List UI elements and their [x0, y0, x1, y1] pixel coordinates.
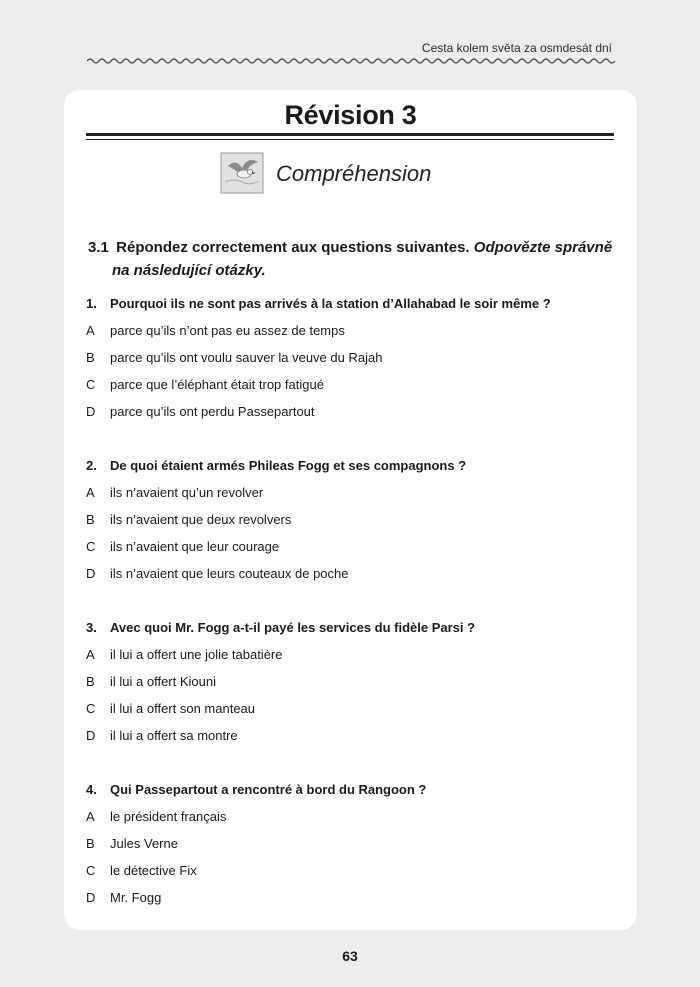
answer-option [86, 803, 616, 830]
option-letter: A [86, 485, 95, 500]
answer-option [86, 560, 616, 587]
question-text-row [86, 776, 616, 803]
answer-option [86, 533, 616, 560]
option-letter: B [86, 836, 95, 851]
option-letter: D [86, 728, 96, 743]
answer-option [86, 371, 616, 398]
question-number: 2. [86, 458, 97, 473]
option-text: il lui a offert une jolie tabatière [110, 647, 283, 662]
option-letter: B [86, 674, 95, 689]
question-text-row [86, 290, 616, 317]
question-item [86, 614, 616, 749]
question-item [86, 452, 616, 587]
answer-option [86, 884, 616, 911]
answer-option [86, 695, 616, 722]
option-text: parce qu’ils ont perdu Passepartout [110, 404, 315, 419]
question-item [86, 290, 616, 425]
question-text-row [86, 452, 616, 479]
running-head: Cesta kolem světa za osmdesát dní [421, 41, 612, 55]
question-number: 4. [86, 782, 97, 797]
seagull-icon [220, 152, 264, 194]
wavy-divider [87, 56, 615, 66]
title-rule-thin [86, 139, 614, 140]
answer-option [86, 722, 616, 749]
question-item [86, 776, 616, 911]
option-text: ils n’avaient que deux revolvers [110, 512, 292, 527]
option-text: ils n’avaient qu’un revolver [110, 485, 264, 500]
task-instruction-cz-1: Odpovězte správně [473, 239, 613, 256]
answer-option [86, 398, 616, 425]
task-instruction-fr: Répondez correctement aux questions suivantes. [116, 239, 470, 256]
page-title: Révision 3 [284, 100, 417, 130]
option-letter: C [86, 377, 96, 392]
task-instruction-cz-2: na následující otázky. [112, 262, 266, 279]
question-number: 3. [86, 620, 97, 635]
question-text-row [86, 614, 616, 641]
option-text: parce qu’ils n’ont pas eu assez de temps [110, 323, 345, 338]
option-letter: C [86, 539, 96, 554]
option-text: le président français [110, 809, 227, 824]
question-text: Qui Passepartout a rencontré à bord du Rangoon ? [110, 782, 427, 797]
option-text: parce qu’ils ont voulu sauver la veuve du Rajah [110, 350, 383, 365]
option-text: ils n’avaient que leurs couteaux de poche [110, 566, 349, 581]
option-text: il lui a offert Kiouni [110, 674, 216, 689]
question-text: Avec quoi Mr. Fogg a-t-il payé les services du fidèle Parsi ? [110, 620, 476, 635]
answer-option [86, 830, 616, 857]
answer-option [86, 344, 616, 371]
task-number: 3.1 [88, 239, 109, 256]
option-text: ils n’avaient que leur courage [110, 539, 280, 554]
answer-option [86, 317, 616, 344]
worksheet-card [64, 90, 637, 930]
option-letter: D [86, 566, 96, 581]
option-text: Jules Verne [110, 836, 178, 851]
option-text: parce que l’éléphant était trop fatigué [110, 377, 324, 392]
question-text: Pourquoi ils ne sont pas arrivés à la station d’Allahabad le soir même ? [110, 296, 551, 311]
answer-option [86, 641, 616, 668]
answer-option [86, 668, 616, 695]
option-text: il lui a offert sa montre [110, 728, 238, 743]
option-text: le détective Fix [110, 863, 197, 878]
title-rule-thick [86, 133, 614, 136]
option-letter: C [86, 701, 96, 716]
question-text: De quoi étaient armés Phileas Fogg et ses compagnons ? [110, 458, 467, 473]
option-letter: B [86, 350, 95, 365]
answer-option [86, 479, 616, 506]
question-list [86, 290, 616, 938]
option-letter: D [86, 890, 96, 905]
task-heading [88, 236, 618, 282]
option-letter: C [86, 863, 96, 878]
section-label: Compréhension [276, 161, 432, 186]
answer-option [86, 506, 616, 533]
option-letter: A [86, 323, 95, 338]
option-letter: B [86, 512, 95, 527]
option-letter: D [86, 404, 96, 419]
page-number: 63 [342, 948, 358, 964]
option-letter: A [86, 647, 95, 662]
option-text: il lui a offert son manteau [110, 701, 256, 716]
question-number: 1. [86, 296, 97, 311]
option-text: Mr. Fogg [110, 890, 162, 905]
answer-option [86, 857, 616, 884]
option-letter: A [86, 809, 95, 824]
